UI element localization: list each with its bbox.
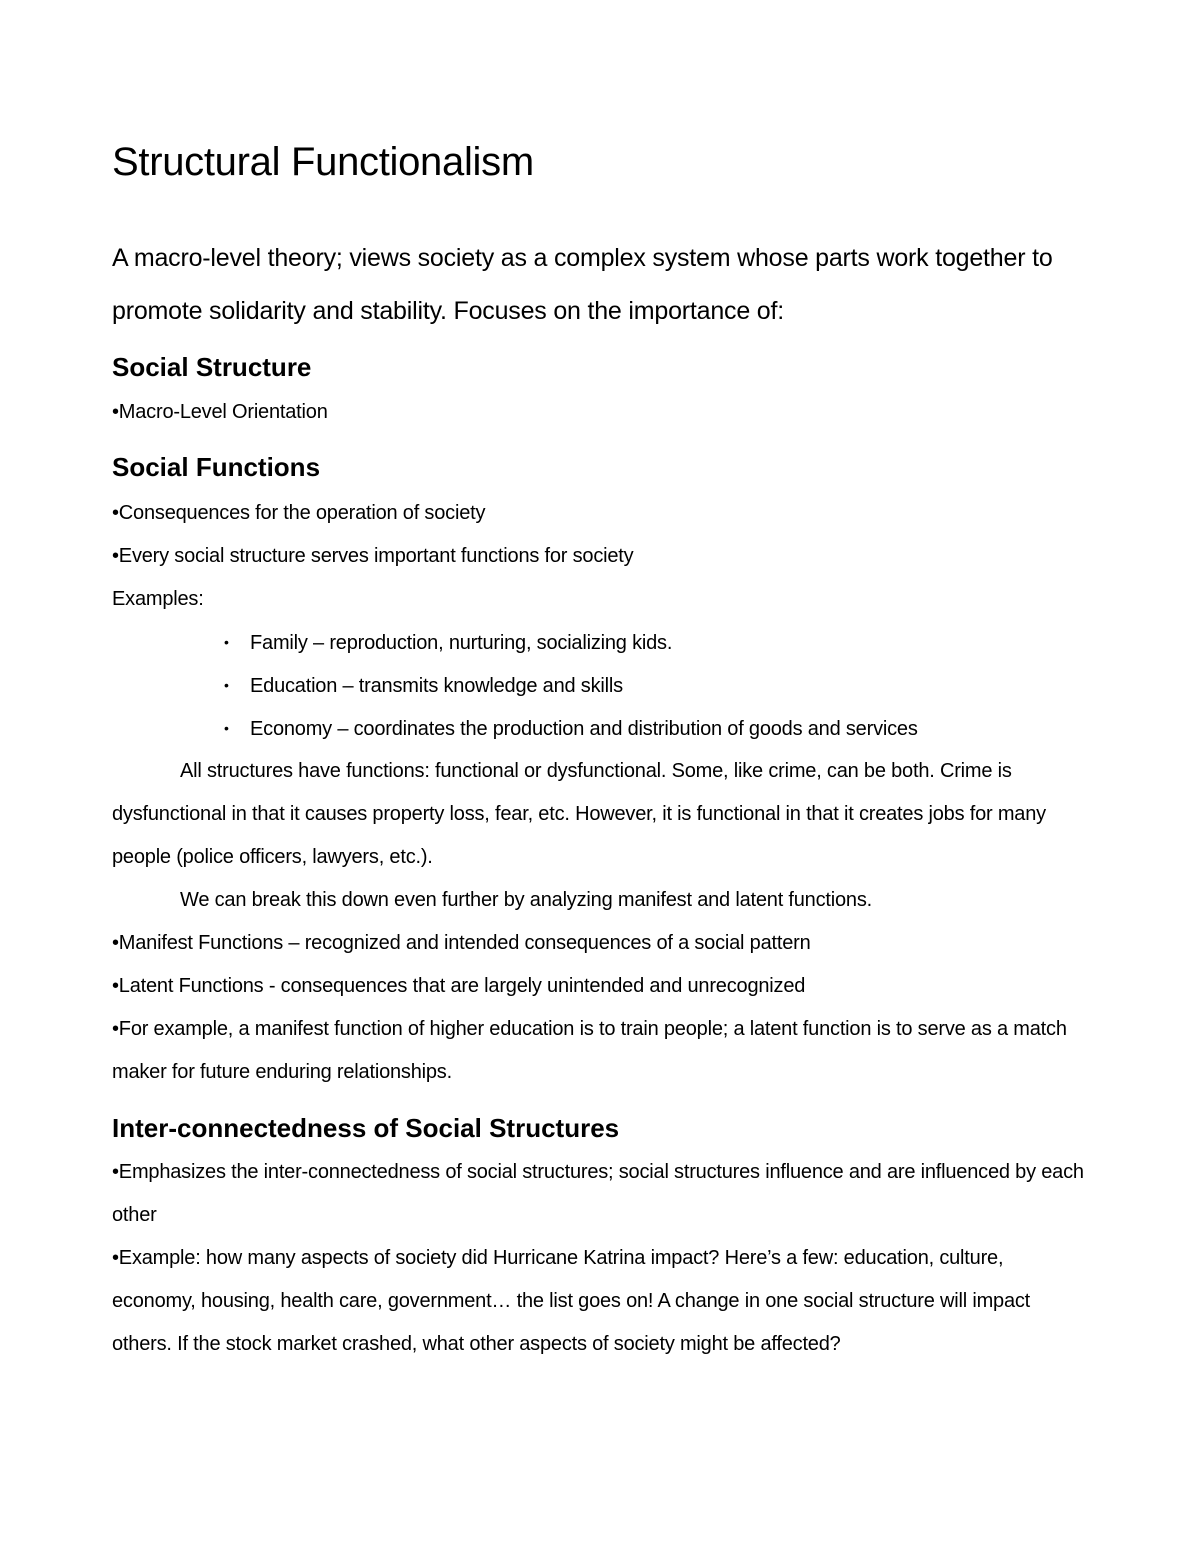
heading-social-functions: Social Functions — [112, 452, 321, 482]
example-text: Economy – coordinates the production and distribution of goods and services — [250, 718, 918, 740]
bullet-katrina-example: •Example: how many aspects of society did Hurricane Katrina impact? Here’s a few: education, culture, economy, housing, health care, government… the list goes on! A change in one social structure will impact others. If the stock market crashed, what other aspects of society might be affected? — [112, 1247, 1031, 1355]
heading-interconnectedness: Inter-connectedness of Social Structures — [112, 1113, 620, 1143]
example-text: Education – transmits knowledge and skills — [250, 675, 623, 697]
functions-paragraph: All structures have functions: functional or dysfunctional. Some, like crime, can be both. Crime is dysfunctional in that it causes property loss, fear, etc. However, it is functional in that it creates jobs for many people (police officers, lawyers, etc.). — [112, 760, 1046, 868]
bullet-dot: • — [224, 677, 229, 693]
bullet-every-structure: •Every social structure serves important functions for society — [112, 545, 634, 567]
heading-social-structure: Social Structure — [112, 352, 312, 382]
document-title: Structural Functionalism — [112, 140, 534, 184]
bullet-manifest-functions: •Manifest Functions – recognized and intended consequences of a social pattern — [112, 932, 811, 954]
manifest-latent-intro: We can break this down even further by analyzing manifest and latent functions. — [180, 889, 873, 911]
bullet-macro-level: •Macro-Level Orientation — [112, 401, 328, 423]
bullet-consequences: •Consequences for the operation of society — [112, 502, 486, 524]
examples-label: Examples: — [112, 588, 204, 610]
bullet-dot: • — [224, 634, 229, 650]
bullet-latent-functions: •Latent Functions - consequences that are largely unintended and unrecognized — [112, 975, 806, 997]
example-text: Family – reproduction, nurturing, socializing kids. — [250, 632, 673, 654]
intro-paragraph: A macro-level theory; views society as a complex system whose parts work together to promote solidarity and stability. Focuses on the importance of: — [112, 244, 1053, 325]
bullet-dot: • — [224, 720, 229, 736]
bullet-education-example: •For example, a manifest function of higher education is to train people; a latent function is to serve as a match maker for future enduring relationships. — [112, 1018, 1067, 1083]
bullet-emphasizes: •Emphasizes the inter-connectedness of social structures; social structures influence and are influenced by each other — [112, 1161, 1084, 1226]
example-item — [224, 621, 672, 665]
example-item — [224, 707, 918, 751]
example-item — [224, 664, 623, 708]
